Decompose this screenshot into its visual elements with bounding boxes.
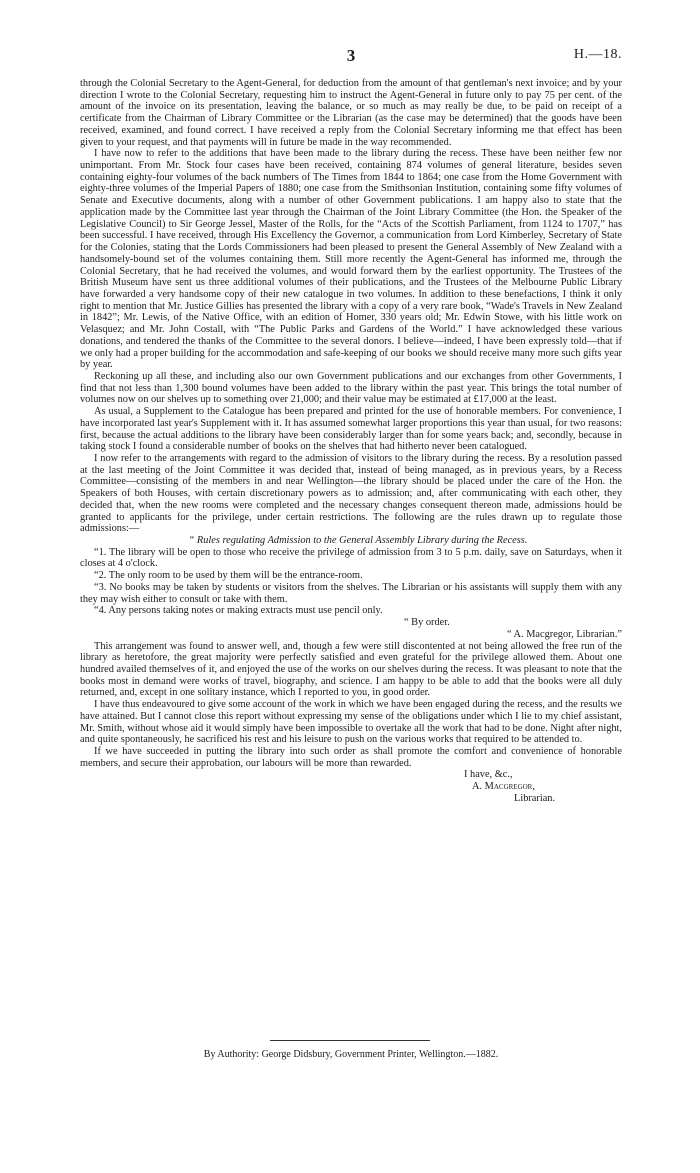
paragraph-arrangement: This arrangement was found to answer well, and, though a few were still discontented at not being allowed the free run of the library as heretofore, the great majority were perfectly satisfied and even grateful for the privilege allowed them. About one hundred availed themselves of it, and enjoyed the use of the works on our shelves during the recess. It was pleasant to note that the books most in demand were works of travel, biography, and science. I am happy to be able to add that the books were all duly returned, and, except in one solitary instance, which I reported to you, in good order.: [80, 640, 622, 699]
closing-salutation: I have, &c.,: [464, 769, 513, 781]
paragraph-acknowledgement: I have thus endeavoured to give some account of the work in which we have been engaged during the recess, and the results we have attained. But I cannot close this report without expressing my sense of the obligations under which I lie to my chief assistant, Mr. Smith, without whose aid it would simply have been impossible to overtake all the work that had to be done. Night after night, and quite spontaneously, he sacrificed his rest and his leisure to push on the various works that required to be attended to.: [80, 699, 622, 746]
footer-divider: [270, 1040, 430, 1041]
rule-item-3: “3. No books may be taken by students or visitors from the shelves. The Librarian or his assistants will supply them with any they may wish either to consult or take with them.: [80, 581, 622, 605]
rules-signatory: “ A. Macgregor, Librarian.”: [506, 628, 622, 640]
paragraph-additions: I have now to refer to the additions that have been made to the library during the recess. These have been neither few nor unimportant. From Mr. Stock four cases have been received, containing 874 volumes of general literature, besides seven containing eighty-four volumes of the back numbers of The Times from 1844 to 1864; one case from the Home Government with eighty-three volumes of the Imperial Papers of 1880; one case from the Smithsonian Institution, containing some fifty volumes of Senate and Executive documents, along with a number of other Government publications. I am happy also to state that the application made by the Committee last year through the Chairman of the Joint Library Committee (the Hon. the Speaker of the Legislative Council) to Sir George Jessel, Master of the Rolls, for the “Acts of the Scottish Parliament, from 1124 to 1707,” has been successful. I have received, through His Excellency the Governor, a communication from Lord Kimberley, Secretary of State for the Colonies, stating that the Lords Commissioners had been pleased to present the General Assembly of New Zealand with a handsomely-bound set of the volumes containing them. Still more recently the Agent-General has informed me, through the Colonial Secretary, that he had received the volumes, and would forward them by the earliest opportunity. The Trustees of the British Museum have sent us three additional volumes of their publications, and the Trustees of the Melbourne Public Library have forwarded a very handsome copy of their new catalogue in two volumes. In addition to these benefactions, I think it only right to mention that Mr. Justice Gillies has presented the library with a copy of a very rare book, “Wade's Travels in New Zealand in 1842”; Mr. Lewis, of the Native Office, with an edition of Homer, 330 years old; Mr. Edwin Stowe, with his little work on Velasquez; and Mr. John Costall, with “The Public Parks and Gardens of the World.” I have acknowledged these various donations, and tendered the thanks of the Committee to the several donors. I believe—indeed, I have been expressly told—that if we only had a proper building for the accommodation and safe-keeping of our books we should receive many more such gifts year by year.: [80, 148, 622, 371]
paragraph-reckoning: Reckoning up all these, and including also our own Government publications and our exchanges from other Governments, I find that not less than 1,300 bound volumes have been added to the library within the past year. This brings the total number of volumes now on our shelves up to something over 21,000; and their value may be estimated at £17,000 at the least.: [80, 370, 622, 406]
rules-by-order: “ By order.: [404, 617, 450, 629]
paragraph-conclusion: If we have succeeded in putting the library into such order as shall promote the comfort and convenience of honorable members, and secure their approbation, our labours will be more than rewarded.: [80, 745, 622, 769]
page-header: [80, 46, 622, 68]
document-reference: H.—18.: [573, 47, 622, 62]
report-body: [80, 78, 622, 805]
rule-item-1: “1. The library will be open to those who receive the privilege of admission from 3 to 5 p.m. daily, save on Saturdays, when it closes at 4 o'clock.: [80, 546, 622, 570]
closing-signature: A. Macgregor,: [472, 781, 535, 793]
rule-item-2: “2. The only room to be used by them will be the entrance-room.: [94, 570, 363, 582]
page-number: 3: [346, 46, 356, 65]
closing-title: Librarian.: [514, 792, 556, 804]
paragraph-supplement: As usual, a Supplement to the Catalogue has been prepared and printed for the use of honorable members. For convenience, I have incorporated last year's Supplement with it. It has assumed somewhat larger proportions this year than usual, for two reasons: first, because the actual additions to the library have been considerably larger than for some years back; and, secondly, because in taking stock I found a considerable number of books on the shelves that had hitherto never been catalogued.: [80, 406, 622, 453]
paragraph-admission: I now refer to the arrangements with regard to the admission of visitors to the library during the recess. By a resolution passed at the last meeting of the Joint Committee it was decided that, instead of being managed, as in previous years, by a Recess Committee—consisting of the members in and near Wellington—the library should be placed under the care of the Hon. the Speakers of both Houses, with certain discretionary powers as to admission; and, after communicating with each other, they decided that, when the new rooms were completed and the necessary changes consequent thereon made, admissions hould be granted to applicants for the privilege, under certain restrictions. The following are the rules drawn up to regulate those admissions:—: [80, 453, 622, 535]
rule-item-4: “4. Any persons taking notes or making extracts must use pencil only.: [94, 605, 383, 617]
paragraph-continuation: through the Colonial Secretary to the Agent-General, for deduction from the amount of that gentleman's next invoice; and by your direction I wrote to the Colonial Secretary, requesting him to instruct the Agent-General in future only to pay 75 per cent. of the amount of the invoice on its presentation, leaving the balance, or so much as may really be due, to be paid on receipt of a certificate from the Chairman of Library Committee or the Librarian (as the case may be determined) that the goods have been received, examined, and found correct. I have received a reply from the Colonial Secretary informing me that effect has been given to your request, and that payments will in future be made in the way recommended.: [80, 78, 622, 148]
printer-imprint: By Authority: George Didsbury, Government Printer, Wellington.—1882.: [203, 1049, 499, 1060]
rules-heading: “ Rules regulating Admission to the General Assembly Library during the Recess.: [188, 535, 528, 547]
